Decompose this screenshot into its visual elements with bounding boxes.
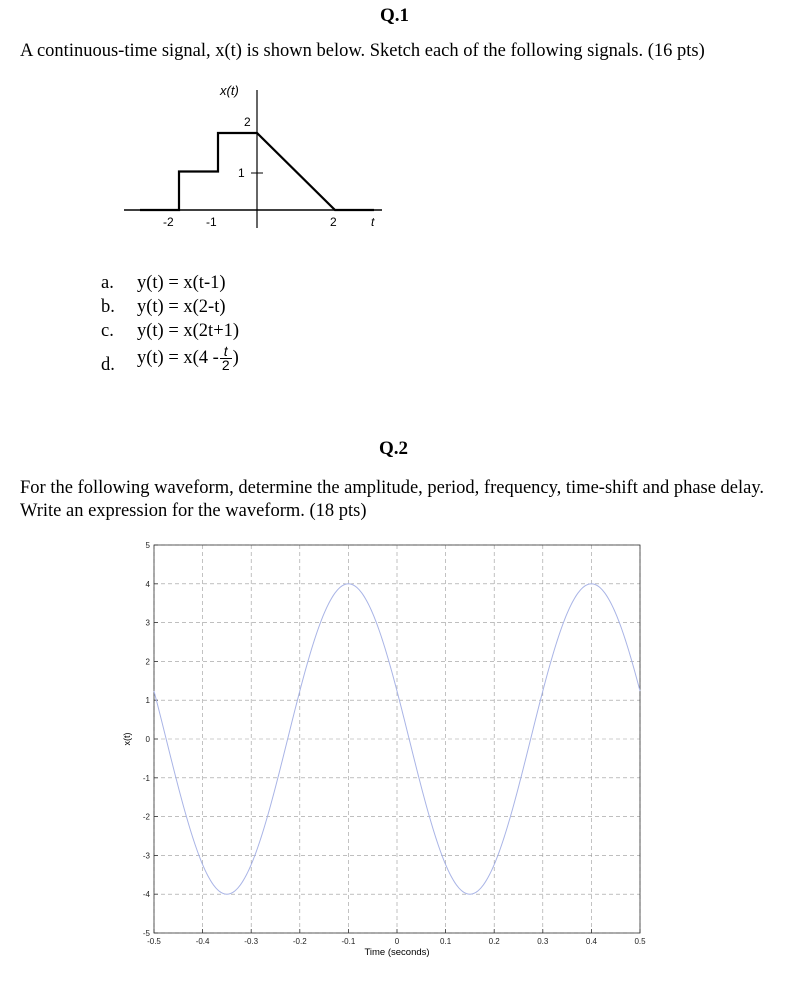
chart-x-axis-label: Time (seconds) <box>364 947 430 958</box>
q1-item-c <box>101 321 321 345</box>
chart-x-tick-label: 0.5 <box>634 937 646 946</box>
chart-y-tick-label: -3 <box>142 851 150 861</box>
chart-x-tick-label: 0.1 <box>440 937 452 946</box>
q1-item-expression-suffix: ) <box>232 347 239 368</box>
chart-y-tick-label: 5 <box>145 541 150 550</box>
q2-prompt: For the following waveform, determine the amplitude, period, frequency, time-shift and phase delay. Write an expression for the waveform. (18 pts) <box>20 478 765 521</box>
fraction <box>220 345 232 372</box>
q1-item-label: d. <box>101 355 115 375</box>
chart-y-tick-label: 3 <box>145 618 150 628</box>
chart-y-axis-label: x(t) <box>122 732 132 746</box>
q1-item-label: b. <box>101 297 115 317</box>
q1-x-tick-label: 2 <box>330 215 337 229</box>
q1-y-tick-label: 1 <box>238 166 245 180</box>
q1-x-tick-label: -1 <box>206 215 217 229</box>
q1-item-expression: y(t) = x(t-1) <box>137 273 226 293</box>
chart-grid <box>154 545 640 933</box>
chart-x-tick-label: -0.5 <box>147 937 161 946</box>
q1-item-a <box>101 273 321 297</box>
q1-item-expression-prefix: y(t) = x(4 - <box>137 347 219 368</box>
chart-y-tick-label: 2 <box>145 657 150 667</box>
q2-heading: Q.2 <box>379 438 409 459</box>
chart-x-tick-label: 0.2 <box>488 937 500 946</box>
chart-x-tick-label: -0.2 <box>292 937 307 946</box>
q1-item-expression: y(t) = x(2t+1) <box>137 321 240 341</box>
chart-y-tick-label: -2 <box>142 812 150 822</box>
q1-item-b <box>101 297 321 321</box>
q2-waveform-chart <box>110 535 655 965</box>
chart-x-tick-label: -0.4 <box>195 937 210 946</box>
chart-y-tick-label: 0 <box>145 735 150 744</box>
q1-item-expression <box>137 345 239 372</box>
q1-heading: Q.1 <box>380 5 410 26</box>
chart-y-tick-label: -4 <box>142 890 150 900</box>
chart-x-tick-label: 0 <box>394 937 400 946</box>
chart-y-tick-label: -1 <box>142 773 150 783</box>
q1-x-axis-label: t <box>371 215 375 229</box>
chart-ticks <box>143 541 646 946</box>
fraction-numerator: t <box>220 345 232 359</box>
chart-x-tick-label: -0.1 <box>341 937 356 946</box>
q1-item-label: c. <box>101 321 114 341</box>
chart-x-tick-label: -0.3 <box>244 937 259 946</box>
fraction-denominator: 2 <box>221 357 230 373</box>
q1-x-tick-label: -2 <box>163 215 174 229</box>
q1-y-tick-label: 2 <box>244 115 251 129</box>
q1-y-axis-label: x(t) <box>220 83 239 98</box>
q1-item-d <box>101 345 321 385</box>
q1-item-expression: y(t) = x(2-t) <box>137 297 226 317</box>
chart-y-tick-label: 4 <box>145 579 150 589</box>
chart-y-tick-label: -5 <box>142 929 150 938</box>
q1-prompt: A continuous-time signal, x(t) is shown below. Sketch each of the following signals. (16 pts) <box>20 41 705 61</box>
chart-x-tick-label: 0.3 <box>537 937 549 946</box>
chart-x-tick-label: 0.4 <box>585 937 597 946</box>
q1-signal-figure <box>120 78 400 238</box>
q1-item-label: a. <box>101 273 114 293</box>
chart-y-tick-label: 1 <box>145 696 150 706</box>
